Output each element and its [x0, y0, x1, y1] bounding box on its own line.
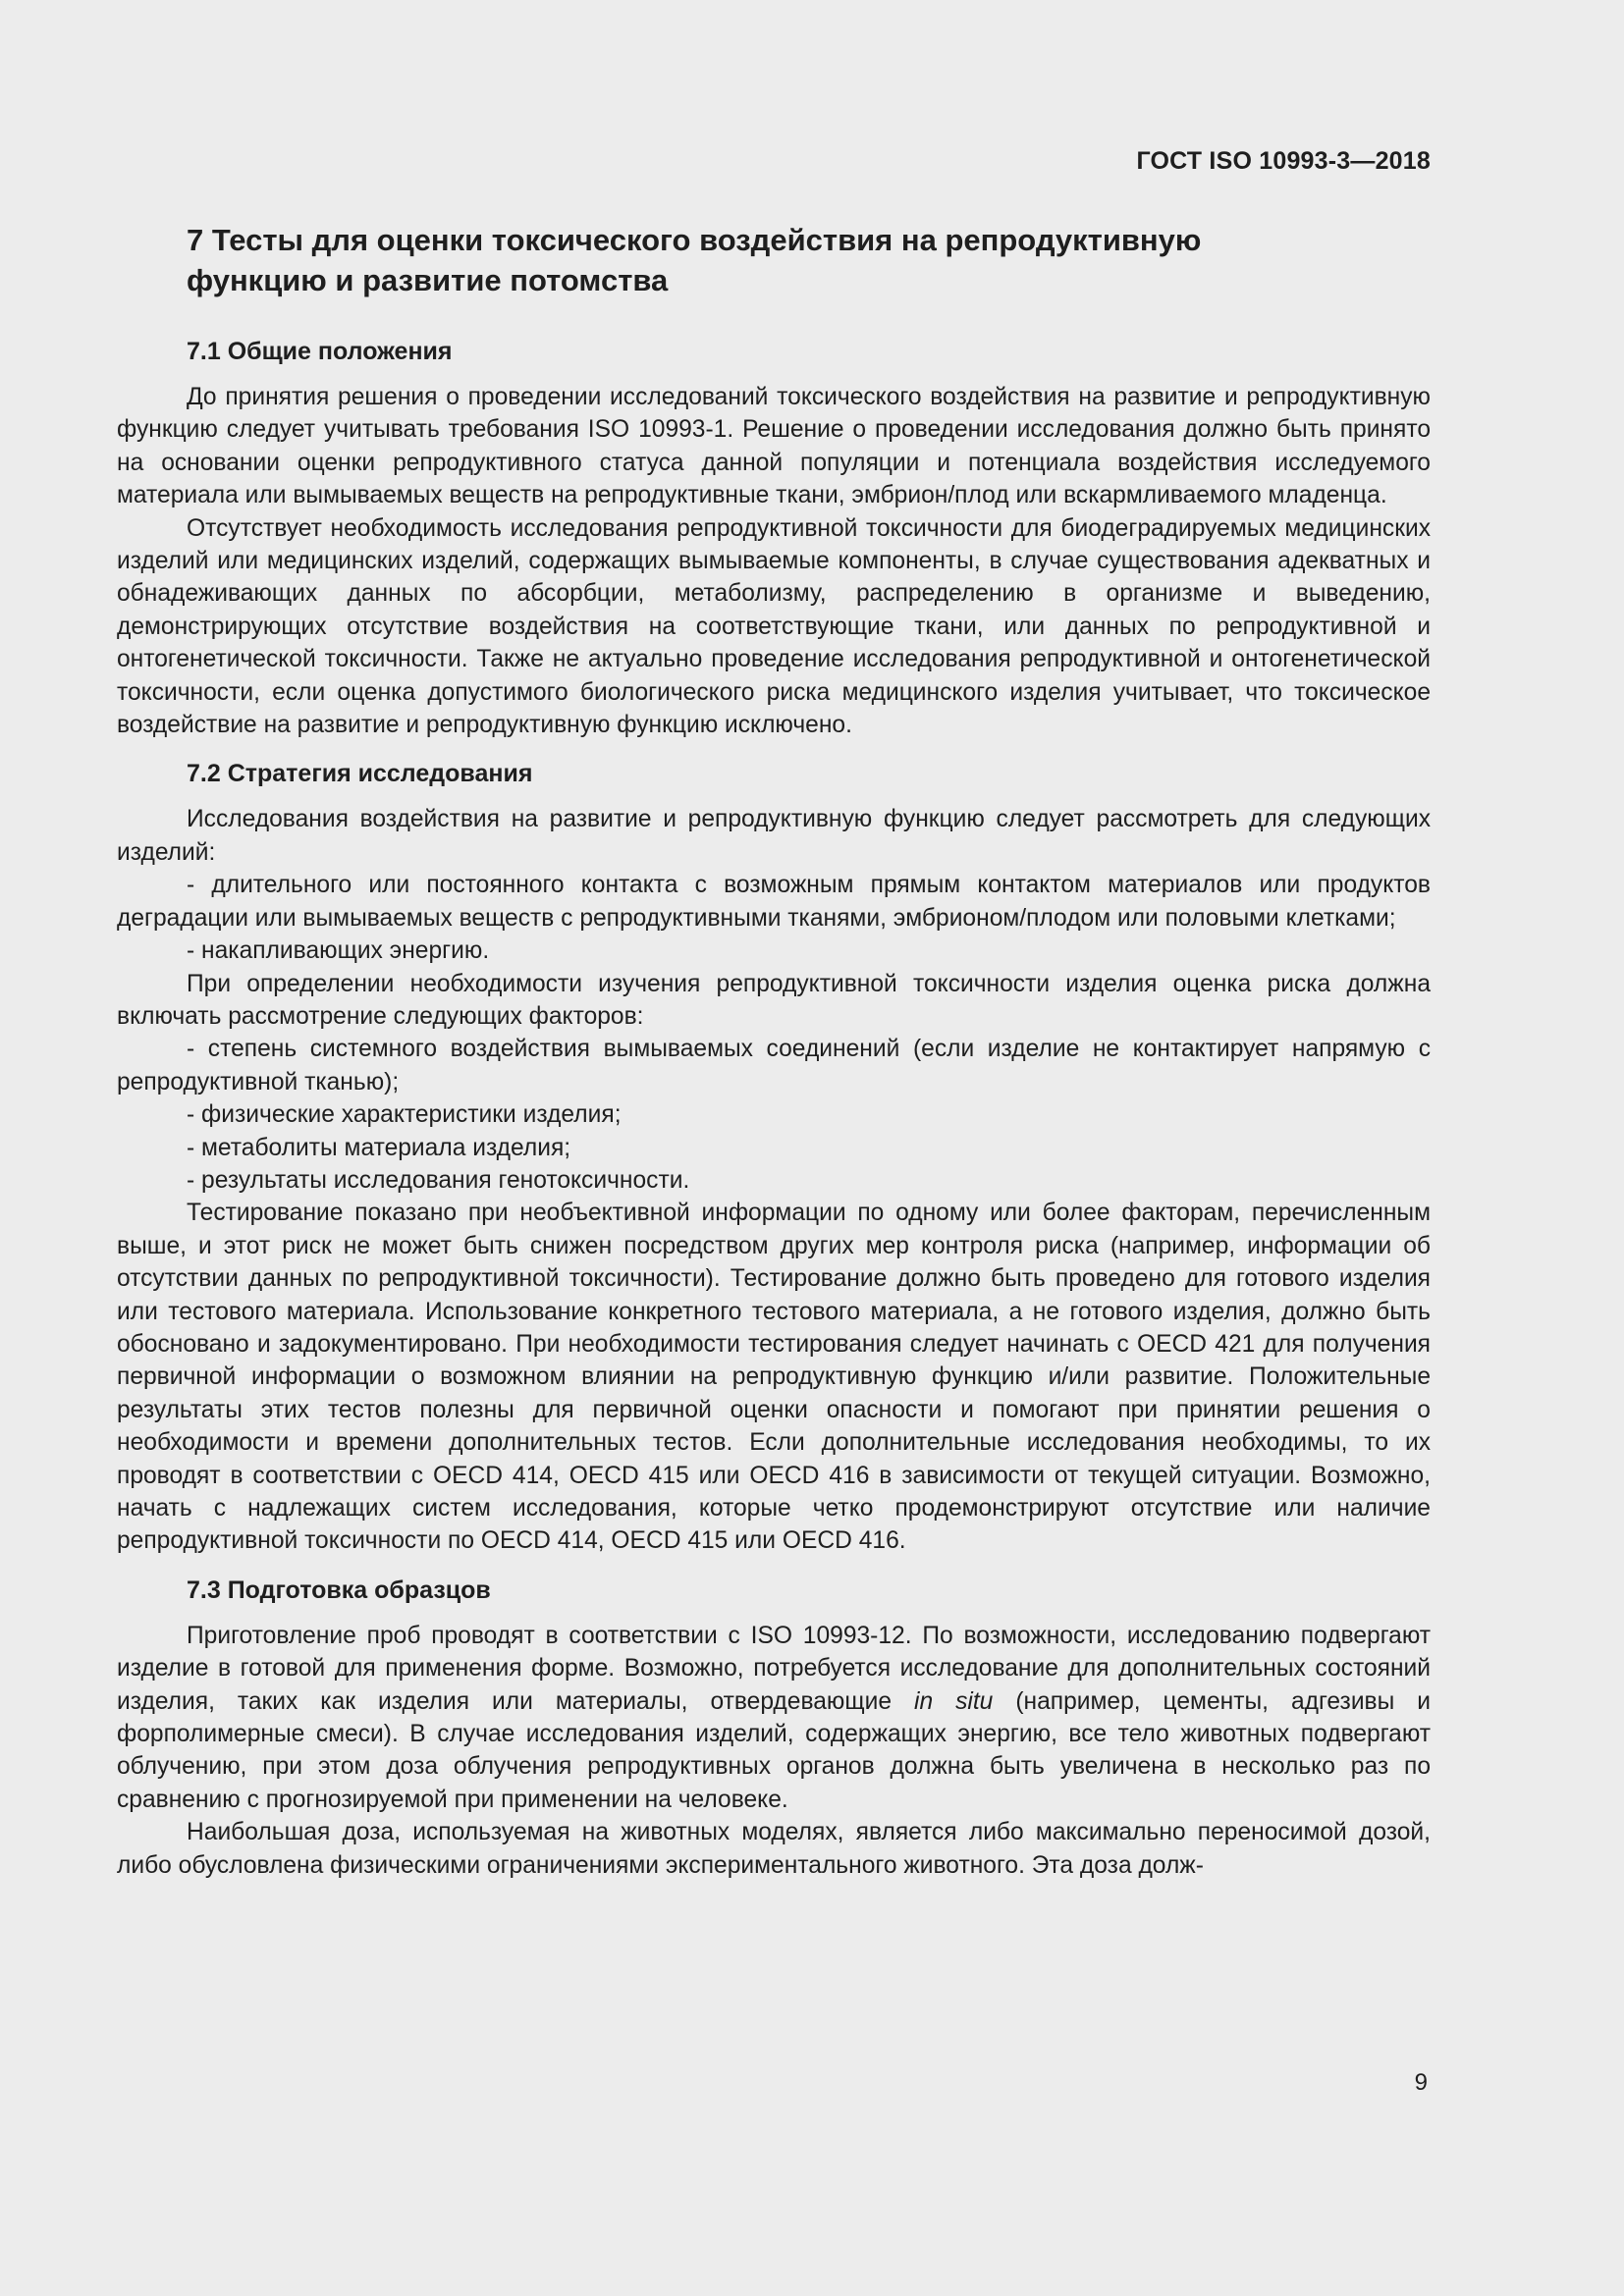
page-number: 9	[1414, 2069, 1428, 2096]
list-item: - степень системного воздействия вымываемых соединений (если изделие не контактирует напрямую с репродуктивной тканью);	[117, 1036, 1431, 1095]
section-7-1-heading: 7.1 Общие положения	[187, 338, 453, 365]
paragraph-text: (например, цементы, адгезивы и форполимерные смеси). В случае исследования изделий, содержащих энергию, все тело животных подвергают облучению, при этом доза облучения репродуктивных органов должна быть увеличена в несколько раз по сравнению с прогнозируемой при применении на человеке.	[117, 1687, 1431, 1813]
paragraph-text: Приготовление проб проводят в соответствии с ISO 10993-12. По возможности, исследованию подвергают изделие в готовой для применения форме. Возможно, потребуется исследование для дополнительных состояний изделия, таких как изделия или материалы, отвердевающие	[117, 1622, 1431, 1715]
section-7-3-heading: 7.3 Подготовка образцов	[187, 1575, 491, 1604]
paragraph: При определении необходимости изучения репродуктивной токсичности изделия оценка риска должна включать рассмотрение следующих факторов:	[117, 970, 1431, 1030]
paragraph	[117, 1620, 1431, 1816]
section-7-title-line2: функцию и развитие потомства	[187, 263, 669, 297]
list-item: - накапливающих энергию.	[187, 937, 490, 965]
paragraph: До принятия решения о проведении исследований токсического воздействия на развитие и репродуктивную функцию следует учитывать требования ISO 10993-1. Решение о проведении исследования должно быть принято на основании оценки репродуктивного статуса данной популяции и потенциала воздействия исследуемого материала или вымываемых веществ на репродуктивные ткани, эмбрион/плод или вскармливаемого младенца.	[117, 384, 1431, 509]
list-item: - длительного или постоянного контакта с возможным прямым контактом материалов или продуктов деградации или вымываемых веществ с репродуктивными тканями, эмбрионом/плодом или половыми клетками;	[117, 872, 1431, 932]
section-7-title-line1: 7 Тесты для оценки токсического воздействия на репродуктивную	[187, 223, 1202, 257]
page-content	[117, 220, 1431, 1882]
italic-term: in situ	[913, 1687, 994, 1715]
section-7-title	[187, 220, 1431, 300]
list-item: - метаболиты материала изделия;	[187, 1134, 571, 1161]
paragraph: Тестирование показано при необъективной информации по одному или более факторам, перечисленным выше, и этот риск не может быть снижен посредством других мер контроля риска (например, информации об отсутствии данных по репродуктивной токсичности). Тестирование должно быть проведено для готового изделия или тестового материала. Использование конкретного тестового материала, а не готового изделия, должно быть обосновано и задокументировано. При необходимости тестирования следует начинать с OECD 421 для получения первичной информации о возможном влиянии на репродуктивную функцию и/или развитие. Положительные результаты этих тестов полезны для первичной оценки опасности и помогают при принятии решения о необходимости и времени дополнительных тестов. Если дополнительные исследования необходимы, то их проводят в соответствии с OECD 414, OECD 415 или OECD 416 в зависимости от текущей ситуации. Возможно, начать с надлежащих систем исследования, которые четко продемонстрируют отсутствие или наличие репродуктивной токсичности по OECD 414, OECD 415 или OECD 416.	[117, 1200, 1431, 1555]
paragraph: Наибольшая доза, используемая на животных моделях, является либо максимально переносимой дозой, либо обусловлена физическими ограничениями экспериментального животного. Эта доза долж-	[117, 1819, 1431, 1879]
paragraph: Исследования воздействия на развитие и репродуктивную функцию следует рассмотреть для следующих изделий:	[117, 806, 1431, 866]
list-item: - физические характеристики изделия;	[187, 1101, 622, 1129]
section-7-2-heading: 7.2 Стратегия исследования	[187, 760, 533, 788]
paragraph: Отсутствует необходимость исследования репродуктивной токсичности для биодеградируемых медицинских изделий или медицинских изделий, содержащих вымываемые компоненты, в случае существования адекватных и обнадеживающих данных по абсорбции, метаболизму, распределению в организме и выведению, демонстрирующих отсутствие воздействия на соответствующие ткани, или данных по репродуктивной и онтогенетической токсичности. Также не актуально проведение исследования репродуктивной и онтогенетической токсичности, если оценка допустимого биологического риска медицинского изделия учитывает, что токсическое воздействие на развитие и репродуктивную функцию исключено.	[117, 514, 1431, 739]
list-item: - результаты исследования генотоксичности.	[187, 1166, 690, 1194]
document-code: ГОСТ ISO 10993-3—2018	[1136, 147, 1431, 175]
